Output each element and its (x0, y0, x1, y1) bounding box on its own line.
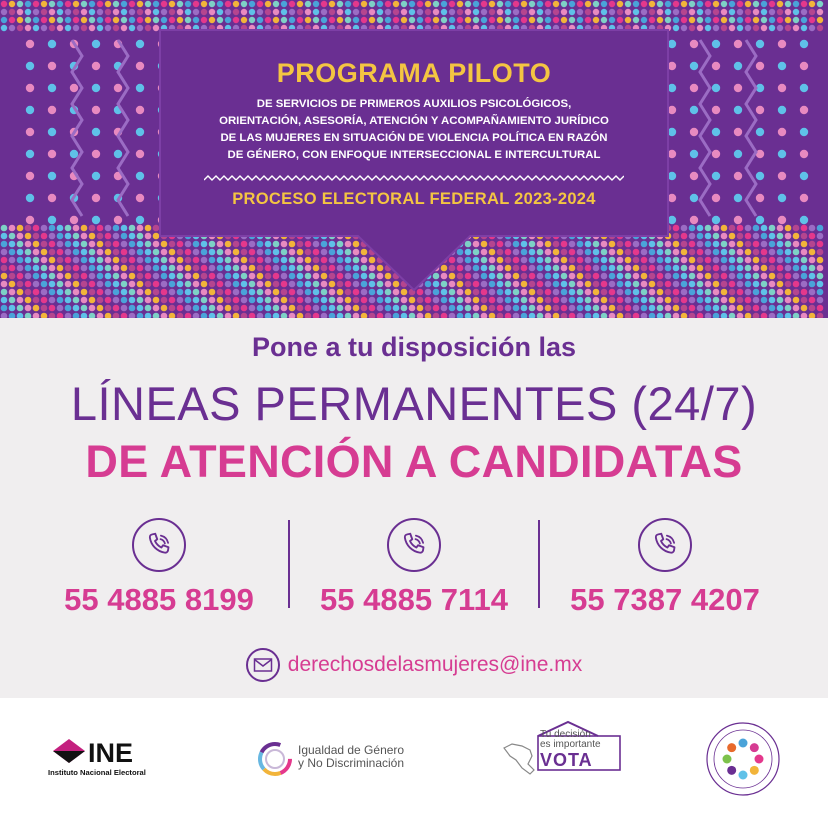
vota-word: VOTA (540, 750, 593, 770)
hotline-section (0, 318, 828, 698)
ine-logo (48, 738, 168, 780)
seal-person-mark (750, 766, 759, 775)
candidates-title: DE ATENCIÓN A CANDIDATAS (85, 436, 743, 487)
phone-icon (132, 518, 186, 572)
program-description: DE SERVICIOS DE PRIMEROS AUXILIOS PSICOLÓGICOS, ORIENTACIÓN, ASESORÍA, ATENCIÓN Y ACOMPAÑAMIENTO JURÍDICO DE LAS MUJERES EN SITUACIÓN DE VIOLENCIA POLÍTICA EN RAZÓN DE GÉNERO, CON ENFOQUE INTERSECCIONAL E INTERCULTURAL (219, 98, 609, 161)
seal-person-mark (739, 739, 748, 748)
email-link[interactable]: derechosdelasmujeres@ine.mx (287, 653, 583, 676)
zigzag-divider (204, 174, 624, 182)
phone-column-1 (34, 518, 284, 618)
footer-logos (0, 698, 828, 820)
banner-text-block (160, 56, 668, 209)
program-title: PROGRAMA PILOTO (276, 58, 552, 88)
phone-number-3[interactable]: 55 7387 4207 (570, 582, 760, 617)
seal-person-mark (739, 771, 748, 780)
phone-number-1[interactable]: 55 4885 8199 (64, 582, 254, 617)
seal-person-mark (723, 755, 732, 764)
seal-person-mark (755, 755, 764, 764)
permanent-lines-title: LÍNEAS PERMANENTES (24/7) (70, 377, 758, 430)
ine-subtitle: Instituto Nacional Electoral (48, 768, 146, 777)
ine-emblem-icon (52, 738, 86, 764)
vota-line-2: es importante (540, 739, 601, 750)
equality-seal-logo (704, 720, 782, 798)
rainbow-ring-icon (256, 740, 294, 778)
seal-person-mark (727, 766, 736, 775)
email-row (0, 648, 828, 682)
seal-person-mark (750, 743, 759, 752)
intro-text: Pone a tu disposición las (251, 332, 577, 362)
phone-column-3 (540, 518, 790, 618)
phone-icon (387, 518, 441, 572)
vota-logo (502, 720, 624, 782)
envelope-icon (246, 648, 280, 682)
igualdad-text: Igualdad de Género y No Discriminación (298, 743, 405, 770)
electoral-process-title: PROCESO ELECTORAL FEDERAL 2023-2024 (232, 190, 596, 208)
vota-line-1: Tu decisión (540, 729, 591, 740)
phone-column-2 (289, 518, 539, 618)
phone-icon (638, 518, 692, 572)
ine-wordmark: INE (88, 738, 134, 768)
seal-person-mark (727, 743, 736, 752)
phone-number-2[interactable]: 55 4885 7114 (320, 582, 508, 617)
header-banner (0, 0, 828, 318)
igualdad-logo (256, 738, 426, 778)
people-circle-icon (704, 720, 782, 798)
